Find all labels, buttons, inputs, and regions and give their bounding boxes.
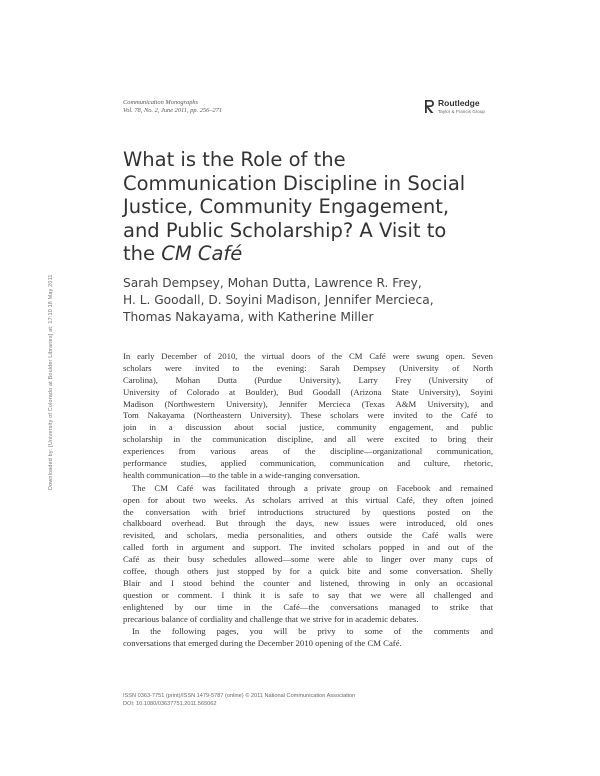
title-line: Justice, Community Engagement, <box>123 195 450 218</box>
publisher-logo <box>424 97 494 121</box>
title-last-prefix: the <box>123 242 162 265</box>
title-line <box>123 242 493 266</box>
body-line: Café as their busy schedules allowed—some were able to linger over many cups of <box>123 554 493 565</box>
title-line: What is the Role of the <box>123 148 346 171</box>
publisher-subtitle: Taylor & Francis Group <box>438 109 485 114</box>
body-line: Blair and I stood behind the counter and listened, throwing in only an occasional <box>123 577 493 588</box>
body-line: Madison (Northwestern University), Jennifer Mercieca (Texas A&M University), and <box>123 398 493 409</box>
body-line: scholars were invited to the evening: Sarah Dempsey (University of North <box>123 362 493 373</box>
paragraph-1 <box>123 351 493 482</box>
article-body <box>123 351 493 650</box>
paragraph-3 <box>123 626 493 650</box>
body-line: open for about two weeks. As scholars arrived at this virtual Café, they often joined <box>123 494 493 505</box>
body-line: the conversation with brief introductions structured by questions posted on the <box>123 506 493 517</box>
body-line: In early December of 2010, the virtual doors of the CM Café were swung open. Seven <box>123 351 493 361</box>
body-line: health communication—to the table in a wide-ranging conversation. <box>123 469 360 480</box>
doi-line: DOI: 10.1080/03637751.2011.565062 <box>123 701 217 707</box>
body-line: The CM Café was facilitated through a private group on Facebook and remained <box>132 482 493 493</box>
body-line: revisited, and scholars, media personalities, and others outside the Café walls were <box>123 530 493 541</box>
author-line: Sarah Dempsey, Mohan Dutta, Lawrence R. Frey, <box>123 276 422 290</box>
body-line: enlightened by our time in the Café—the conversations managed to strike that <box>123 601 493 612</box>
body-line: called forth in argument and support. The invited scholars popped in and out of the <box>123 542 493 553</box>
body-line: join in a discussion about social justice, community engagement, and public <box>123 422 493 433</box>
body-line: In the following pages, you will be privy to some of the comments and <box>132 626 493 637</box>
article-footer <box>123 692 493 708</box>
body-line: question or comment. I think it is safe to say that we were all challenged and <box>123 589 493 600</box>
body-line: experiences from various areas of the discipline—organizational communication, <box>123 446 493 457</box>
title-line: and Public Scholarship? A Visit to <box>123 218 447 242</box>
author-line: Thomas Nakayama, with Katherine Miller <box>123 310 374 324</box>
routledge-logo-icon <box>424 99 435 114</box>
journal-citation: Vol. 78, No. 2, June 2011, pp. 256–271 <box>123 107 223 114</box>
body-line: Carolina), Mohan Dutta (Purdue University), Larry Frey (University of <box>123 374 493 385</box>
body-line: scholarship in the communication discipline, and all were excited to bring their <box>123 434 493 445</box>
body-line: performance studies, applied communication, communication and culture, rhetoric, <box>123 458 493 469</box>
author-list <box>123 275 503 326</box>
body-line: conversations that emerged during the December 2010 opening of the CM Café. <box>123 638 402 649</box>
title-last-italic: CM Café <box>161 242 243 265</box>
journal-info <box>123 99 293 115</box>
body-line: Tom Nakayama (Northeastern University). These scholars were invited to the Café to <box>123 410 493 421</box>
author-line: H. L. Goodall, D. Soyini Madison, Jennifer Mercieca, <box>123 293 434 307</box>
body-line: chalkboard overhead. But through the days, new issues were introduced, old ones <box>123 518 493 529</box>
publisher-name: Routledge <box>438 98 480 108</box>
body-line: precarious balance of cordiality and challenge that we strive for in academic debates. <box>123 613 419 624</box>
issn-line: ISSN 0363-7751 (print)/ISSN 1479-5787 (online) © 2011 National Communication Association <box>123 693 356 699</box>
body-line: University of Colorado at Boulder), Bud Goodall (Arizona State University), Soyini <box>123 386 493 397</box>
download-watermark: Downloaded by: [University of Colorado at Boulder Libraries] at: 17:10 18 May 2011 <box>48 274 54 490</box>
body-line: coffee, though others just stopped by for a quick bite and some conversation. Shelly <box>123 566 493 577</box>
title-line: Communication Discipline in Social <box>123 171 466 195</box>
paragraph-2 <box>123 483 493 626</box>
article-title <box>123 148 493 266</box>
journal-name: Communication Monographs <box>123 99 199 106</box>
